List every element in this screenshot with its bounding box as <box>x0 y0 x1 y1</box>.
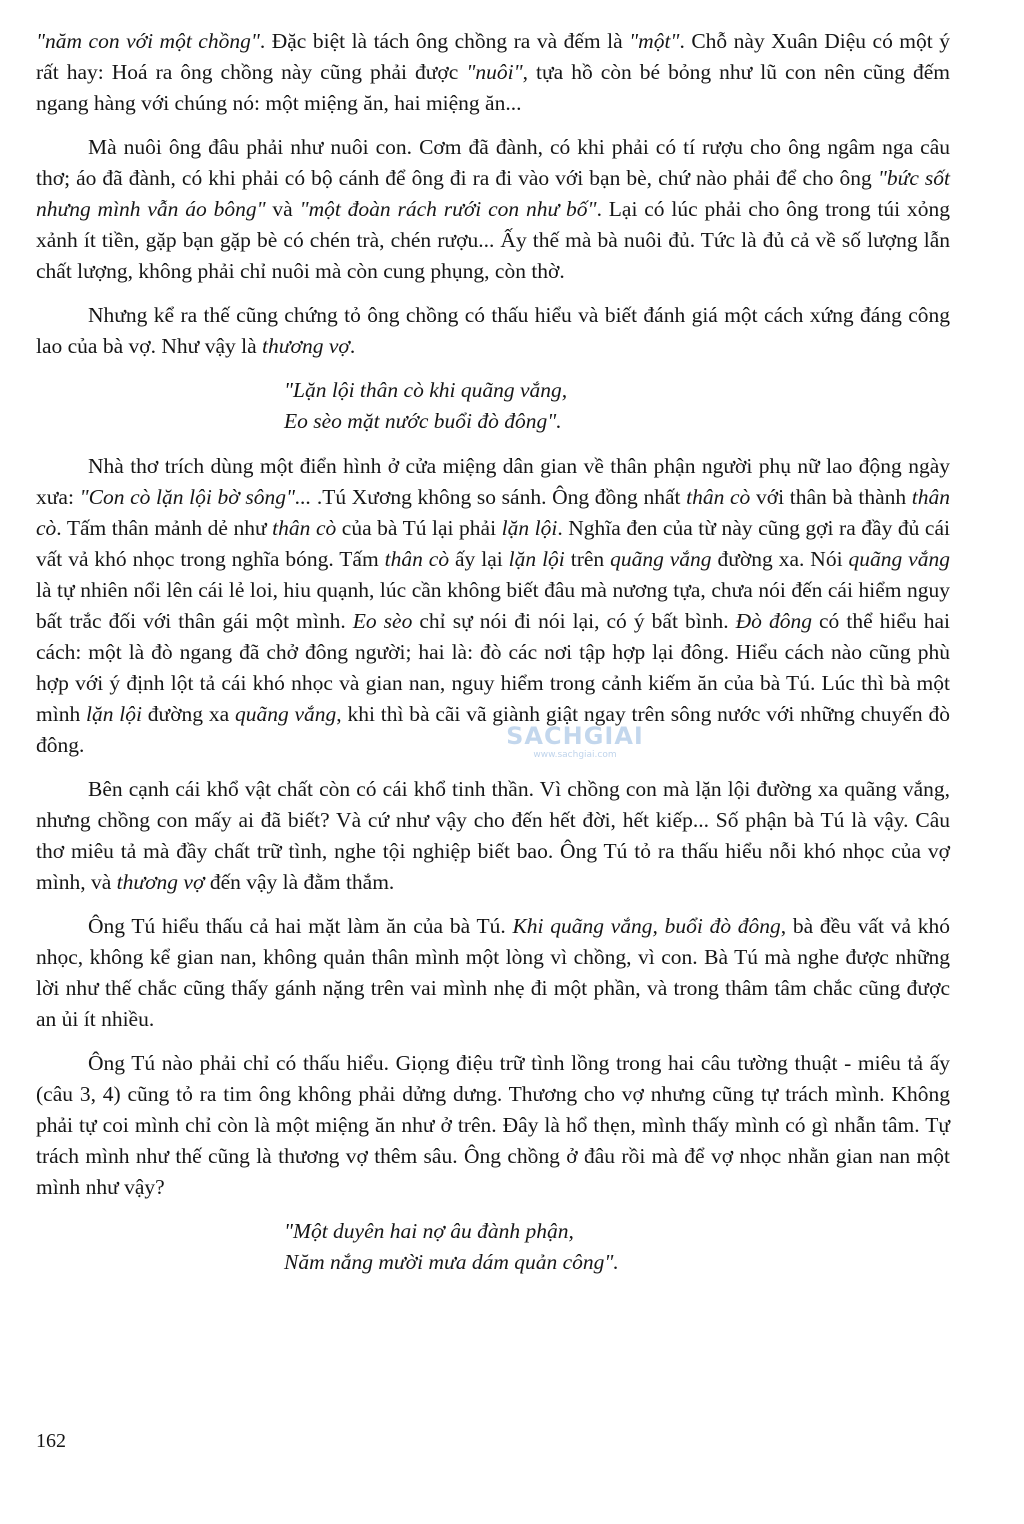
text-run: Bên cạnh cái khổ vật chất còn có cái khổ tinh thần. Vì chồng con mà lặn lội đường xa quãng vắng, nhưng chồng con mấy ai đã biết? Và cứ như vậy cho đến hết đời, hết kiếp... Số phận bà Tú là vậy. Câu thơ miêu tả mà đầy chất trữ tình, nghe tội nghiệp biết bao. Ông Tú tỏ ra thấu hiểu nỗi khó nhọc của vợ mình, và <box>36 777 950 894</box>
paragraph <box>36 300 950 362</box>
text-run: . <box>349 334 356 358</box>
verse-line: "Một duyên hai nợ âu đành phận, <box>284 1219 574 1243</box>
text-run: là tự nhiên nổi lên cái lẻ loi, hiu quạnh, lúc cần không biết đâu mà nương tựa, chưa nói đến cái hiểm nguy bất trắc đối với thân gái một mình. <box>36 578 950 633</box>
text-run: Ông Tú hiểu thấu cả hai mặt làm ăn của bà Tú. <box>88 914 513 938</box>
text-run: đường xa <box>141 702 235 726</box>
text-run: chỉ sự nói đi nói lại, có ý bất bình. <box>412 609 736 633</box>
text-run: .Tú Xương không so sánh. Ông đồng nhất <box>311 485 687 509</box>
text-run: . Chỗ này Xuân Diệu có một ý rất hay: Hoá ra ông chồng này cũng phải được <box>36 29 950 84</box>
text-run: và <box>265 197 300 221</box>
text-run: đường xa. Nói <box>711 547 849 571</box>
page-body <box>36 26 950 1292</box>
paragraph <box>36 1048 950 1203</box>
italic-phrase: "nuôi" <box>466 60 523 84</box>
text-run: trên <box>564 547 611 571</box>
watermark-title: SACHGIAI <box>506 722 644 750</box>
italic-phrase: "Con cò lặn lội bờ sông"... <box>79 485 312 509</box>
italic-phrase: "bức sốt nhưng mình vẫn áo bông" <box>36 166 951 221</box>
italic-phrase: quãng vắng <box>610 547 712 571</box>
text-run: Nhưng kể ra thế cũng chứng tỏ ông chồng có thấu hiểu và biết đánh giá một cách xứng đáng công lao của bà vợ. Như vậy là <box>36 303 950 358</box>
italic-phrase: lặn lội <box>86 702 142 726</box>
text-run: Mà nuôi ông đâu phải như nuôi con. Cơm đã đành, có khi phải có tí rượu cho ông ngâm nga câu thơ; áo đã đành, có khi phải có bộ cánh để ông đi ra đi vào với bạn bè, chứ nào phải để cho ông <box>36 135 950 190</box>
italic-phrase: lặn lội <box>501 516 558 540</box>
text-run: . Lại có lúc phải cho ông trong túi xỏng xảnh ít tiền, gặp bạn gặp bè có chén trà, chén rượu... Ấy thế mà bà nuôi đủ. Tức là đủ cả về số lượng lẫn chất lượng, không phải chỉ nuôi mà còn cung phụng, còn thờ. <box>36 197 950 283</box>
text-run: , khi thì bà cãi vã giành giật ngay trên sông nước với những chuyến đò đông. <box>36 702 950 757</box>
verse-line: Năm nắng mười mưa dám quản công". <box>284 1250 619 1274</box>
page-number: 162 <box>36 1430 66 1452</box>
verse-line: Eo sèo mặt nước buổi đò đông". <box>284 409 562 433</box>
italic-phrase: Đò đông <box>735 609 812 633</box>
paragraph <box>36 911 950 1035</box>
verse-quote <box>284 1216 950 1278</box>
text-run: , bà đều vất vả khó nhọc, không kể gian nan, không quản thân mình một lòng vì chồng, vì con. Bà Tú mà nghe được những lời như thế chắc cũng thấy gánh nặng trên vai mình nhẹ đi một phần, và trong thâm tâm chắc cũng được an ủi ít nhiều. <box>36 914 950 1031</box>
text-run: Nhà thơ trích dùng một điển hình ở cửa miệng dân gian về thân phận người phụ nữ lao động ngày xưa: <box>36 454 950 509</box>
text-run: với thân bà thành <box>750 485 912 509</box>
italic-phrase: thân cò <box>36 485 950 540</box>
italic-phrase: Eo sèo <box>352 609 413 633</box>
italic-phrase: thân cò <box>686 485 751 509</box>
italic-phrase: "năm con với một chồng" <box>36 29 260 53</box>
italic-phrase: "một đoàn rách rưới con như bố" <box>299 197 597 221</box>
text-run: . Đặc biệt là tách ông chồng ra và đếm là <box>259 29 630 53</box>
text-run: đến vậy là đằm thắm. <box>204 870 395 894</box>
text-run: có thể hiểu hai cách: một là đò ngang đã chở đông người; hai là: đò các nơi tập hợp lại đông. Hiểu cách nào cũng phù hợp với ý định lột tả cái khó nhọc và gian nan, nguy hiểm trong cảnh kiếm ăn của bà Tú. Lúc thì bà một mình <box>36 609 950 726</box>
italic-phrase: thân cò <box>384 547 450 571</box>
text-run: . Tấm thân mảnh dẻ như <box>56 516 273 540</box>
verse-line: "Lặn lội thân cò khi quãng vắng, <box>284 378 568 402</box>
paragraph <box>36 451 950 761</box>
text-run: , tựa hồ còn bé bỏng như lũ con nên cũng đếm ngang hàng với chúng nó: một miệng ăn, hai miệng ăn... <box>36 60 950 115</box>
italic-phrase: Khi quãng vắng, buổi đò đông <box>512 914 781 938</box>
paragraph <box>36 26 950 119</box>
italic-phrase: quãng vắng <box>234 702 337 726</box>
italic-phrase: "một" <box>629 29 680 53</box>
italic-phrase: thân cò <box>272 516 337 540</box>
italic-phrase: quãng vắng <box>848 547 950 571</box>
verse-quote <box>284 375 950 437</box>
text-run: Ông Tú nào phải chỉ có thấu hiểu. Giọng điệu trữ tình lồng trong hai câu tường thuật - miêu tả ấy (câu 3, 4) cũng tỏ ra tim ông không phải dửng dưng. Thương cho vợ nhưng cũng tự trách mình. Không phải tự coi mình chỉ còn là một miệng ăn như ở trên. Đây là hổ thẹn, mình thấy mình có gì nhẫn tâm. Tự trách mình như thế cũng là thương vợ thêm sâu. Ông chồng ở đâu rồi mà để vợ nhọc nhằn gian nan một mình như vậy? <box>36 1051 950 1199</box>
paragraph <box>36 132 950 287</box>
text-run: ấy lại <box>449 547 509 571</box>
italic-phrase: lặn lội <box>508 547 565 571</box>
italic-phrase: thương vợ <box>116 870 205 894</box>
text-run: . Nghĩa đen của từ này cũng gợi ra đầy đủ cái vất vả khó nhọc trong nghĩa bóng. Tấm <box>36 516 950 571</box>
text-run: của bà Tú lại phải <box>336 516 502 540</box>
paragraph <box>36 774 950 898</box>
watermark-url: www.sachgiai.com <box>533 750 617 760</box>
italic-phrase: thương vợ <box>262 334 350 358</box>
